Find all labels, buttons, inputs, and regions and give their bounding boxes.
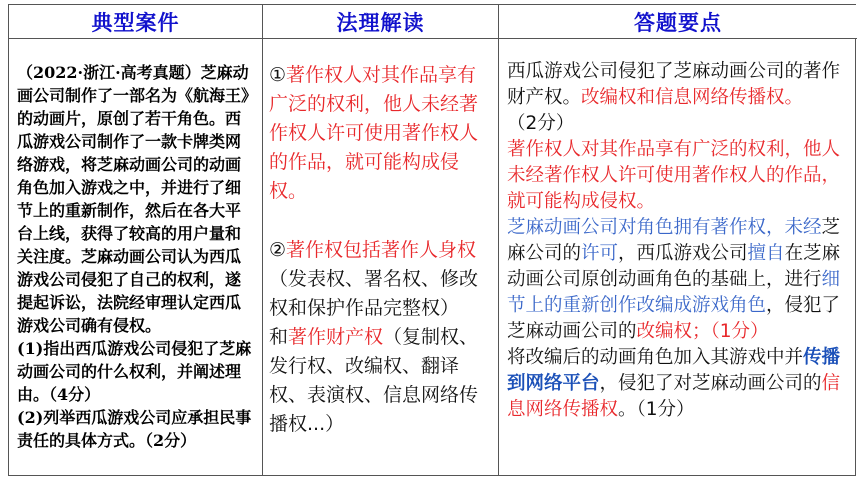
case-column xyxy=(9,39,263,475)
answer-point-3-text-c: 在芝麻动画公司原创动画角色的基础上，进行 xyxy=(507,243,841,290)
law-item-2-number: ② xyxy=(269,239,287,261)
personal-rights-list: （发表权、署名权、修改权和保护作品完整权） xyxy=(269,268,479,319)
header-case: 典型案件 xyxy=(9,5,263,39)
law-item-1-number: ① xyxy=(269,64,287,86)
answer-point-3-adaptation: 细节上的重新创作改编成游戏角色 xyxy=(507,269,841,316)
answer-point-1-text: 西瓜游戏公司侵犯了芝麻动画公司的著作财产权。 xyxy=(507,61,841,108)
answer-point-3-text-a: 芝麻公司的 xyxy=(507,217,841,264)
answer-point-3 xyxy=(507,215,853,345)
answer-point-4 xyxy=(507,345,853,423)
law-item-2-cont xyxy=(269,323,490,439)
law-and-word: 和 xyxy=(269,326,289,348)
answer-point-1 xyxy=(507,59,853,137)
answer-point-4-text-a: 将改编后的动画角色加入其游戏中并 xyxy=(507,347,804,368)
law-column xyxy=(263,39,499,475)
case-question-2: (2)列举西瓜游戏公司应承担民事责任的具体方式。（2分） xyxy=(17,408,252,450)
answer-point-4-right: 信息网络传播权 xyxy=(507,373,841,420)
analysis-table xyxy=(8,4,856,476)
answer-point-2: 著作权人对其作品享有广泛的权利，他人未经著作权人许可使用著作权人的作品，就可能构成侵权。 xyxy=(507,139,841,212)
answer-point-3-text-d: ，侵犯了芝麻动画公司的 xyxy=(507,295,841,342)
answer-point-4-text-b: ，侵犯了对芝麻动画公司的 xyxy=(599,373,822,394)
header-answer: 答题要点 xyxy=(499,5,857,39)
answer-point-1-score: （2分） xyxy=(507,113,575,134)
answer-point-3-text-b: ，西瓜游戏公司 xyxy=(618,243,748,264)
law-item-1-text: 著作权人对其作品享有广泛的权利，他人未经著作权人许可使用著作权人的作品，就可能构成侵权。 xyxy=(269,64,479,202)
header-law: 法理解读 xyxy=(263,5,499,39)
answer-point-1-rights: 改编权和信息网络传播权。 xyxy=(581,87,804,108)
answer-point-3-copyright: 芝麻动画公司对角色拥有著作权， xyxy=(507,217,785,238)
answer-point-3-right: 改编权；（1分） xyxy=(636,321,769,342)
answer-point-4-score: 。（1分） xyxy=(618,399,695,420)
personal-rights-label: 著作权包括著作人身权 xyxy=(286,239,477,261)
case-question-1: (1)指出西瓜游戏公司侵犯了芝麻动画公司的什么权利，并阐述理由。（4分） xyxy=(17,339,252,404)
property-rights-label: 著作财产权 xyxy=(288,326,384,348)
answer-column xyxy=(499,39,857,475)
answer-point-3-permission: 许可 xyxy=(581,243,619,264)
case-description: （2022·浙江·高考真题）芝麻动画公司制作了一部名为《航海王》的动画片，原创了若干角色。西瓜游戏公司制作了一款卡牌类网络游戏，将芝麻动画公司的动画角色加入游戏之中，并进行了细节上的重新制作，然后在各大平台上线，获得了较高的用户量和关注度。芝麻动画公司认为西瓜游戏公司侵犯了自己的权利，遂提起诉讼，法院经审理认定西瓜游戏公司确有侵权。 xyxy=(17,63,250,335)
law-item-2 xyxy=(269,236,490,323)
answer-point-4-network: 传播到网络平台 xyxy=(507,347,841,394)
law-item-1 xyxy=(269,61,490,206)
answer-point-3-unauthorized: 擅自 xyxy=(747,243,785,264)
answer-point-3-without: 未经 xyxy=(784,217,822,238)
property-rights-list: （复制权、发行权、改编权、翻译权、表演权、信息网络传播权...） xyxy=(269,326,479,435)
